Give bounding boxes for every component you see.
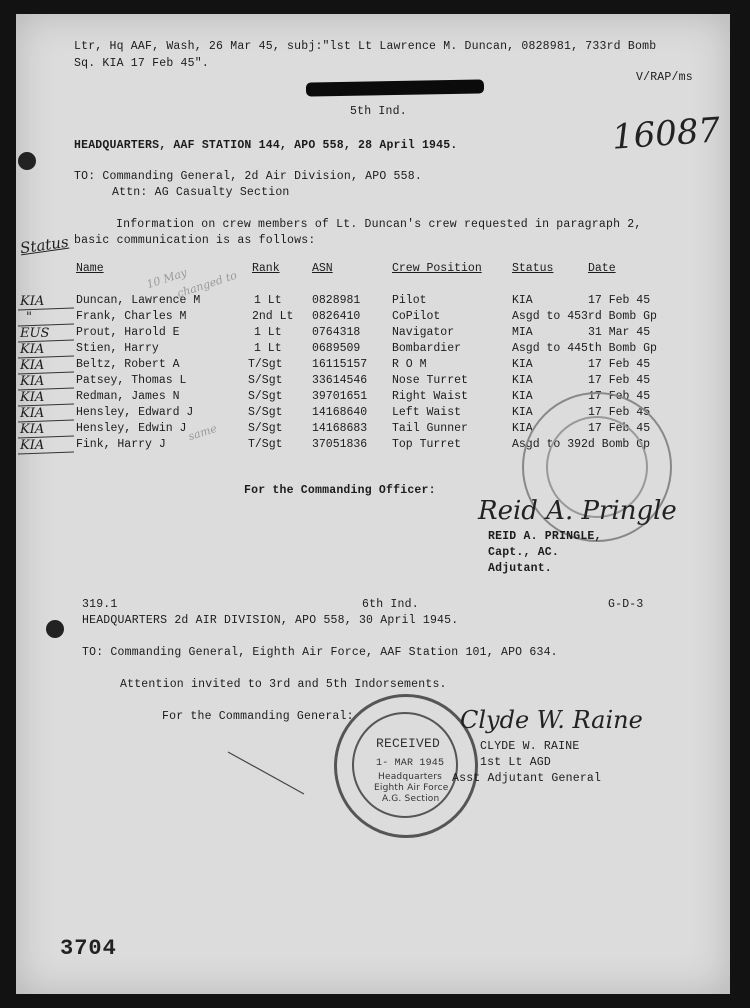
reference-line-2: Sq. KIA 17 Feb 45". <box>74 57 209 70</box>
redaction-bar <box>306 79 484 96</box>
row-rank: 1 Lt <box>254 294 282 307</box>
table-row <box>16 342 730 358</box>
row-asn: 14168640 <box>312 406 368 419</box>
margin-ledger-lines <box>16 304 76 464</box>
table-row <box>16 326 730 342</box>
row-position: Bombardier <box>392 342 462 355</box>
row-position: Tail Gunner <box>392 422 468 435</box>
sixth-ind-headquarters: HEADQUARTERS 2d AIR DIVISION, APO 558, 30 April 1945. <box>82 614 459 627</box>
row-mark: KIA <box>20 374 45 389</box>
row-mark: EUS <box>20 326 50 341</box>
row-position: Top Turret <box>392 438 462 451</box>
signature-raine: Clyde W. Raine <box>460 706 643 734</box>
sixth-ind-code: G-D-3 <box>608 598 644 611</box>
row-rank: T/Sgt <box>248 438 283 451</box>
row-date: 31 Mar 45 <box>588 326 651 339</box>
row-position: Left Waist <box>392 406 462 419</box>
stamp-received: RECEIVED <box>376 736 441 751</box>
row-mark: KIA <box>20 390 45 405</box>
fifth-ind-to: TO: Commanding General, 2d Air Division, APO 558. <box>74 170 422 183</box>
row-rank: S/Sgt <box>248 374 283 387</box>
row-position: Pilot <box>392 294 427 307</box>
row-date: 17 Feb 45 <box>588 390 651 403</box>
for-commanding-officer: For the Commanding Officer: <box>244 484 436 497</box>
stamp-line2: Eighth Air Force <box>374 783 449 793</box>
row-asn: 0826410 <box>312 310 361 323</box>
file-number: 16087 <box>610 110 722 158</box>
row-mark: " <box>26 310 32 325</box>
signer-name-pringle: REID A. PRINGLE, <box>488 530 602 543</box>
reference-line-1: Ltr, Hq AAF, Wash, 26 Mar 45, subj:"lst Lt Lawrence M. Duncan, 0828981, 733rd Bomb <box>74 40 657 53</box>
col-rank: Rank <box>252 262 280 275</box>
row-date: 17 Feb 45 <box>588 406 651 419</box>
punch-hole <box>18 152 36 170</box>
col-status: Status <box>512 262 554 275</box>
sixth-ind-title: 6th Ind. <box>362 598 419 611</box>
row-date: 17 Feb 45 <box>588 422 651 435</box>
row-status: KIA <box>512 294 533 307</box>
row-position: Navigator <box>392 326 455 339</box>
page-number: 3704 <box>60 936 117 961</box>
sixth-ind-to: TO: Commanding General, Eighth Air Force, AAF Station 101, APO 634. <box>82 646 558 659</box>
row-name: Duncan, Lawrence M <box>76 294 201 307</box>
row-name: Stien, Harry <box>76 342 159 355</box>
row-rank: 2nd Lt <box>252 310 294 323</box>
row-asn: 37051836 <box>312 438 368 451</box>
row-name: Hensley, Edward J <box>76 406 194 419</box>
sixth-ind-file-ref: 319.1 <box>82 598 118 611</box>
row-status: Asgd to 453rd Bomb Gp <box>512 310 657 323</box>
pencil-note: changed to <box>175 268 239 301</box>
pencil-note: 10 May <box>145 265 189 292</box>
row-position: R O M <box>392 358 427 371</box>
row-asn: 16115157 <box>312 358 368 371</box>
row-asn: 14168683 <box>312 422 368 435</box>
crew-table-header <box>16 262 730 278</box>
row-asn: 33614546 <box>312 374 368 387</box>
row-asn: 0828981 <box>312 294 361 307</box>
stamp-date: 1- MAR 1945 <box>376 758 445 769</box>
signature-pringle: Reid A. Pringle <box>478 496 677 526</box>
row-mark: KIA <box>20 342 45 357</box>
row-position: Right Waist <box>392 390 468 403</box>
col-asn: ASN <box>312 262 333 275</box>
signer-name-raine: CLYDE W. RAINE <box>480 740 580 753</box>
signer-title-pringle: Adjutant. <box>488 562 552 575</box>
row-asn: 39701651 <box>312 390 368 403</box>
row-mark: KIA <box>20 438 45 453</box>
for-commanding-general: For the Commanding General: <box>162 710 354 723</box>
col-date: Date <box>588 262 616 275</box>
col-crew-position: Crew Position <box>392 262 482 275</box>
row-name: Redman, James N <box>76 390 180 403</box>
row-position: CoPilot <box>392 310 441 323</box>
punch-hole <box>46 620 64 638</box>
info-line-2: basic communication is as follows: <box>74 234 316 247</box>
row-date: 17 Feb 45 <box>588 374 651 387</box>
row-asn: 0764318 <box>312 326 361 339</box>
row-position: Nose Turret <box>392 374 468 387</box>
signer-rank-pringle: Capt., AC. <box>488 546 560 559</box>
row-rank: 1 Lt <box>254 326 282 339</box>
table-row <box>16 294 730 310</box>
signer-title-raine: Asst Adjutant General <box>452 772 602 785</box>
row-rank: 1 Lt <box>254 342 282 355</box>
info-line-1: Information on crew members of Lt. Duncan's crew requested in paragraph 2, <box>116 218 642 231</box>
row-rank: S/Sgt <box>248 390 283 403</box>
row-status: KIA <box>512 390 533 403</box>
row-date: 17 Feb 45 <box>588 358 651 371</box>
row-name: Beltz, Robert A <box>76 358 180 371</box>
table-row <box>16 358 730 374</box>
table-row <box>16 310 730 326</box>
row-date: 17 Feb 45 <box>588 294 651 307</box>
row-name: Fink, Harry J <box>76 438 166 451</box>
row-mark: KIA <box>20 294 45 309</box>
pencil-note: same <box>186 421 219 444</box>
signer-rank-raine: 1st Lt AGD <box>480 756 552 769</box>
fifth-ind-headquarters: HEADQUARTERS, AAF STATION 144, APO 558, 28 April 1945. <box>74 139 458 152</box>
row-name: Patsey, Thomas L <box>76 374 187 387</box>
row-status: MIA <box>512 326 533 339</box>
row-status: KIA <box>512 374 533 387</box>
fifth-ind-title: 5th Ind. <box>350 105 407 118</box>
stamp-line3: A.G. Section <box>382 794 440 804</box>
row-name: Prout, Harold E <box>76 326 180 339</box>
row-mark: KIA <box>20 422 45 437</box>
row-rank: T/Sgt <box>248 358 283 371</box>
ref-code: V/RAP/ms <box>636 71 693 84</box>
row-mark: KIA <box>20 406 45 421</box>
row-status: KIA <box>512 422 533 435</box>
row-status: KIA <box>512 358 533 371</box>
row-status: KIA <box>512 406 533 419</box>
stamp-line1: Headquarters <box>378 772 443 782</box>
row-status: Asgd to 392d Bomb Gp <box>512 438 651 451</box>
row-mark: KIA <box>20 358 45 373</box>
row-name: Frank, Charles M <box>76 310 187 323</box>
row-rank: S/Sgt <box>248 406 283 419</box>
status-handwritten-label: Status <box>18 232 70 258</box>
row-name: Hensley, Edwin J <box>76 422 187 435</box>
document-page <box>16 14 730 994</box>
col-name: Name <box>76 262 104 275</box>
row-rank: S/Sgt <box>248 422 283 435</box>
pen-stroke <box>226 748 306 798</box>
fifth-ind-attn: Attn: AG Casualty Section <box>112 186 290 199</box>
row-status: Asgd to 445th Bomb Gp <box>512 342 657 355</box>
sixth-ind-attention: Attention invited to 3rd and 5th Indorsements. <box>120 678 447 691</box>
table-row <box>16 374 730 390</box>
row-asn: 0689509 <box>312 342 361 355</box>
